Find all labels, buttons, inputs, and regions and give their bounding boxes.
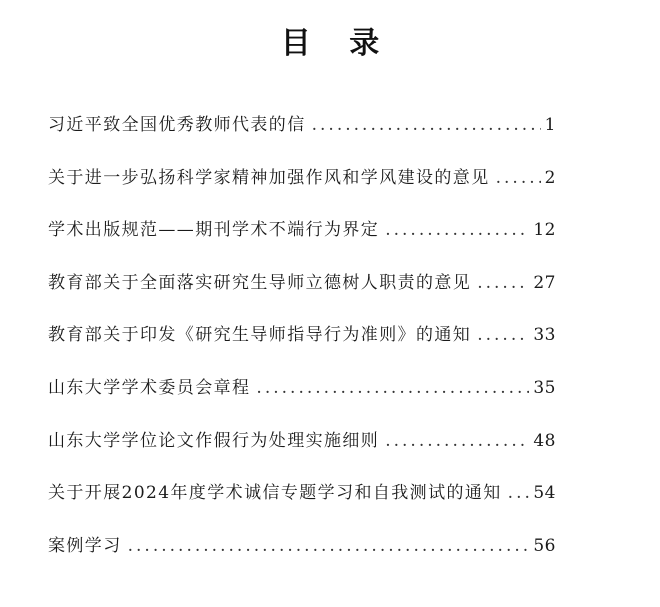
toc-entry-title: 教育部关于印发《研究生导师指导行为准则》的通知	[48, 325, 472, 346]
toc-list	[48, 110, 556, 583]
toc-leader-dots	[385, 431, 529, 451]
toc-entry-title: 关于开展2024年度学术诚信专题学习和自我测试的通知	[48, 483, 502, 504]
toc-entry	[48, 426, 556, 479]
toc-entry-title: 山东大学学术委员会章程	[48, 377, 251, 398]
toc-entry-page: 33	[533, 325, 556, 346]
toc-entry-title: 教育部关于全面落实研究生导师立德树人职责的意见	[48, 272, 472, 293]
toc-entry	[48, 163, 556, 216]
toc-entry	[48, 478, 556, 531]
toc-entry-page: 27	[533, 272, 556, 293]
toc-leader-dots	[256, 378, 529, 398]
toc-entry	[48, 215, 556, 268]
toc-entry-page: 56	[533, 535, 556, 556]
toc-leader-dots	[477, 273, 529, 293]
toc-entry-title: 学术出版规范——期刊学术不端行为界定	[48, 220, 380, 241]
toc-entry-title: 山东大学学位论文作假行为处理实施细则	[48, 430, 380, 451]
toc-leader-dots	[385, 220, 529, 240]
toc-leader-dots	[477, 325, 529, 345]
toc-leader-dots	[312, 115, 541, 135]
toc-entry	[48, 373, 556, 426]
toc-entry-title: 关于进一步弘扬科学家精神加强作风和学风建设的意见	[48, 167, 490, 188]
toc-leader-dots	[128, 536, 530, 556]
toc-entry-page: 48	[533, 430, 556, 451]
toc-entry-page: 1	[544, 115, 556, 135]
toc-entry-page: 54	[533, 483, 556, 504]
toc-entry	[48, 320, 556, 373]
toc-leader-dots	[508, 483, 530, 503]
toc-entry-title: 习近平致全国优秀教师代表的信	[48, 115, 306, 135]
toc-title: 目 录	[280, 26, 394, 61]
toc-entry	[48, 531, 556, 584]
toc-entry	[48, 268, 556, 321]
toc-entry-page: 35	[533, 377, 556, 398]
toc-leader-dots	[496, 168, 541, 188]
toc-entry-title: 案例学习	[48, 535, 122, 556]
toc-entry	[48, 110, 556, 163]
toc-entry-page: 12	[533, 220, 556, 241]
toc-entry-page: 2	[544, 167, 556, 188]
